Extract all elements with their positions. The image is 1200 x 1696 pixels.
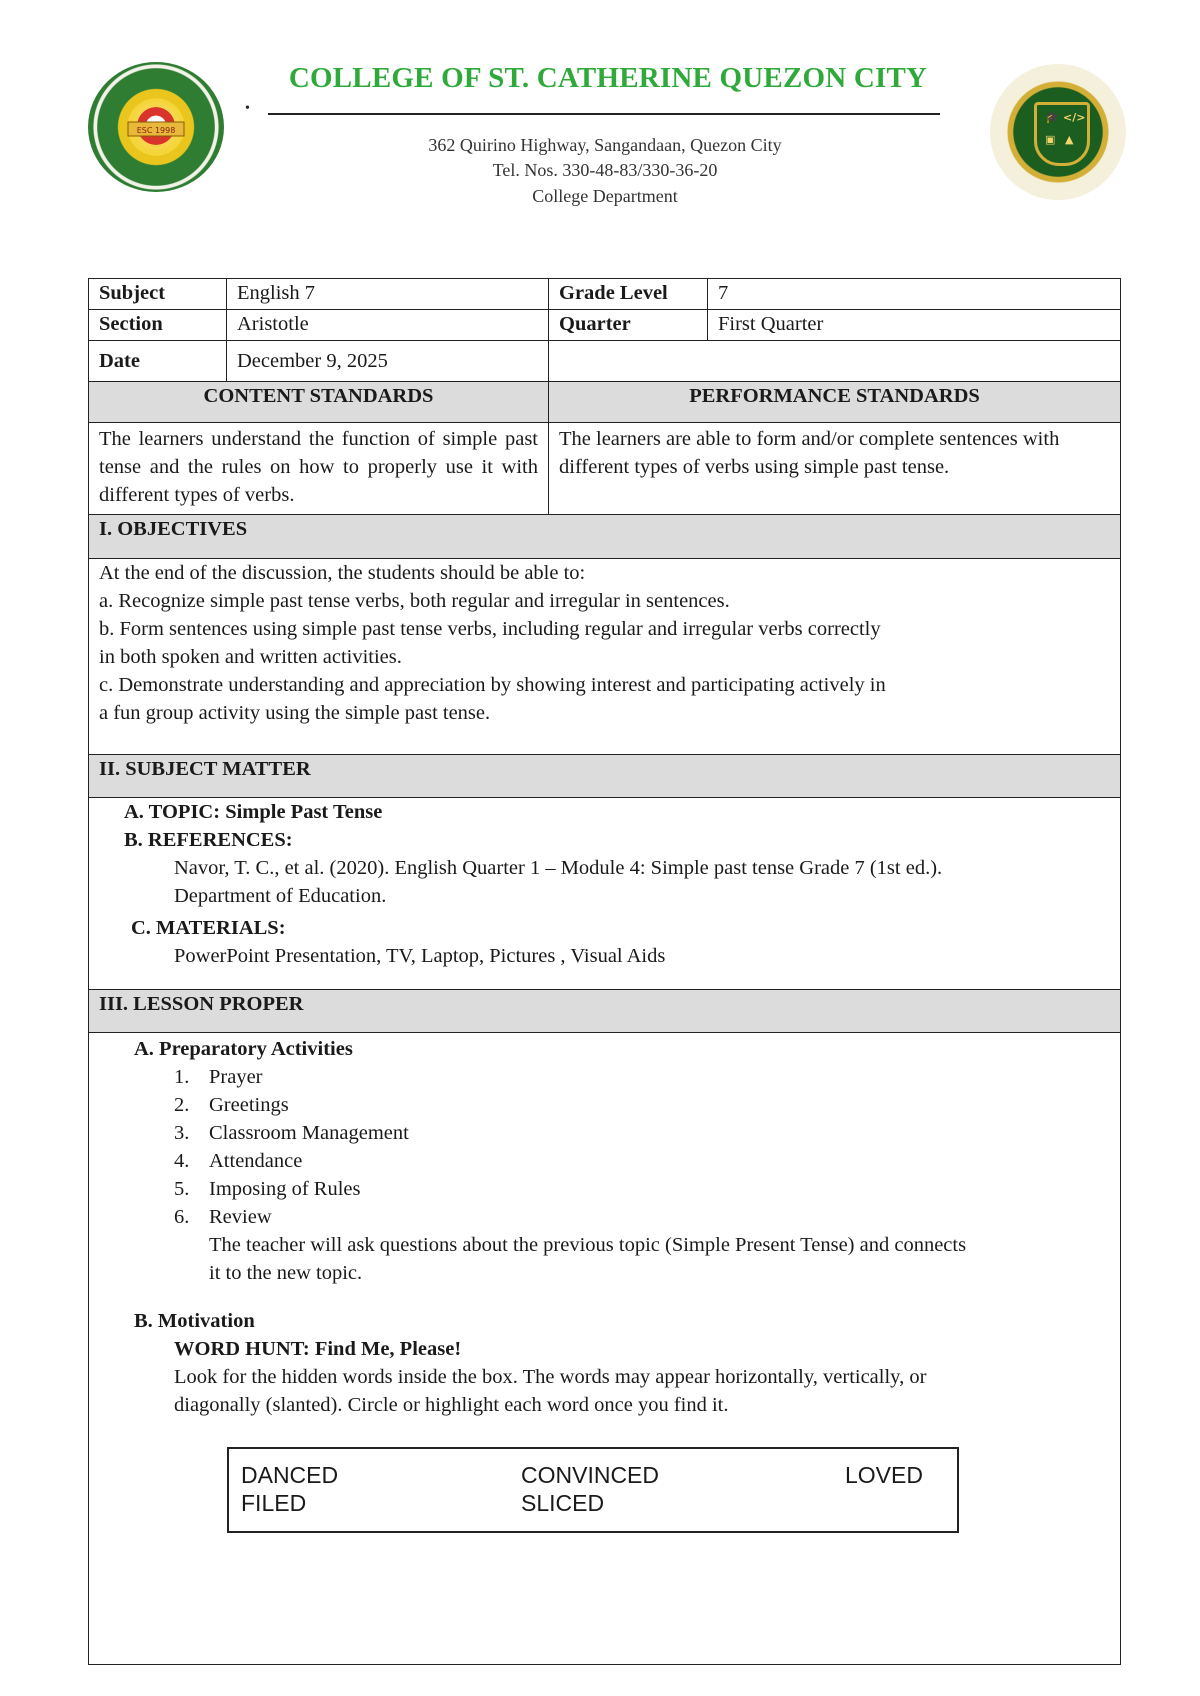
- list-item: [174, 1119, 1110, 1147]
- standards-heading-row: [89, 382, 1121, 423]
- word-hunt-instructions-line1: Look for the hidden words inside the box. The words may appear horizontally, vertically, or: [174, 1366, 927, 1388]
- college-telephone: Tel. Nos. 330-48-83/330-36-20: [492, 160, 718, 180]
- quarter-label: Quarter: [549, 310, 708, 341]
- subject-matter-heading: II. SUBJECT MATTER: [89, 755, 1121, 798]
- word-item: CONVINCED: [521, 1462, 660, 1488]
- motivation-label: B. Motivation: [134, 1310, 255, 1332]
- list-item-number: 1.: [174, 1066, 190, 1088]
- date-row-blank: [549, 341, 1121, 382]
- list-item-text: Prayer: [209, 1066, 263, 1088]
- list-item: [174, 1175, 1110, 1203]
- list-item-number: 6.: [174, 1206, 190, 1228]
- topic-line: A. TOPIC: Simple Past Tense: [124, 801, 383, 823]
- objective-c-line1: c. Demonstrate understanding and appreciation by showing interest and participating actively in: [99, 674, 886, 696]
- list-item: [174, 1091, 1110, 1119]
- objectives-heading: I. OBJECTIVES: [89, 515, 1121, 559]
- objectives-intro: At the end of the discussion, the students should be able to:: [99, 562, 586, 584]
- objective-b-line2: in both spoken and written activities.: [99, 646, 402, 668]
- lesson-proper-heading: III. LESSON PROPER: [89, 990, 1121, 1033]
- performance-standards-text: The learners are able to form and/or complete sentences with different types of verbs using simple past tense.: [549, 423, 1121, 515]
- svg-text:COLLEGE DEPARTMENT: [1020, 153, 1094, 177]
- seal-ring-text: [990, 64, 1126, 200]
- subject-matter-body: [89, 798, 1121, 990]
- subject-label: Subject: [89, 279, 227, 310]
- content-standards-heading: CONTENT STANDARDS: [89, 382, 549, 423]
- materials-label: C. MATERIALS:: [131, 917, 286, 939]
- list-item: [174, 1063, 1110, 1091]
- objective-b-line1: b. Form sentences using simple past tense verbs, including regular and irregular verbs correctly: [99, 618, 881, 640]
- materials-list: PowerPoint Presentation, TV, Laptop, Pictures , Visual Aids: [174, 945, 666, 967]
- reference-line2: Department of Education.: [174, 885, 387, 907]
- word-item: DANCED: [241, 1462, 339, 1488]
- info-row-subject: [89, 279, 1121, 310]
- grade-level-label: Grade Level: [549, 279, 708, 310]
- standards-body-row: [89, 423, 1121, 515]
- list-item-text: Greetings: [209, 1094, 289, 1116]
- list-item-text: Classroom Management: [209, 1122, 409, 1144]
- word-item: SLICED: [521, 1490, 605, 1516]
- list-item-text: Attendance: [209, 1150, 303, 1172]
- content-standards-text: The learners understand the function of simple past tense and the rules on how to properly use it with different types of verbs.: [89, 423, 549, 515]
- college-name: COLLEGE OF ST. CATHERINE QUEZON CITY: [288, 62, 928, 94]
- shield-icon: 🎓 </> ▣ ▲: [1034, 102, 1090, 166]
- reference-line1: Navor, T. C., et al. (2020). English Quarter 1 – Module 4: Simple past tense Grade 7 (1st ed.).: [174, 857, 943, 879]
- word-item: FILED: [241, 1490, 307, 1516]
- info-row-section: [89, 310, 1121, 341]
- word-item: LOVED: [845, 1462, 923, 1488]
- subject-matter-body-row: [89, 798, 1121, 990]
- review-text-line1: The teacher will ask questions about the previous topic (Simple Present Tense) and connects: [209, 1234, 967, 1256]
- list-item-number: 3.: [174, 1122, 190, 1144]
- lesson-plan-table: [88, 278, 1121, 1665]
- lesson-proper-heading-row: [89, 990, 1121, 1033]
- objectives-body: [89, 559, 1121, 755]
- list-item-number: 2.: [174, 1094, 190, 1116]
- quarter-value: First Quarter: [708, 310, 1121, 341]
- word-list-box: [227, 1447, 959, 1533]
- department-seal-right: [990, 64, 1126, 200]
- header-rule: [268, 113, 940, 115]
- date-label: Date: [89, 341, 227, 382]
- lesson-proper-body-row: [89, 1033, 1121, 1665]
- objective-a: a. Recognize simple past tense verbs, both regular and irregular in sentences.: [99, 590, 730, 612]
- preparatory-activities-list: [99, 1063, 1110, 1287]
- subject-matter-heading-row: [89, 755, 1121, 798]
- seal-ribbon-text: ESC 1998: [136, 126, 176, 135]
- objectives-heading-row: [89, 515, 1121, 559]
- subject-value: English 7: [227, 279, 549, 310]
- references-label: B. REFERENCES:: [124, 829, 293, 851]
- lesson-proper-body: [89, 1033, 1121, 1665]
- word-hunt-title: WORD HUNT: Find Me, Please!: [174, 1338, 462, 1360]
- list-item: [174, 1203, 1110, 1231]
- seal-ribbon: [88, 62, 224, 192]
- grade-level-value: 7: [708, 279, 1121, 310]
- seal-ring-label: COLLEGE DEPARTMENT: [1020, 153, 1095, 178]
- college-department: College Department: [532, 186, 678, 206]
- list-item-text: Imposing of Rules: [209, 1178, 361, 1200]
- date-value: December 9, 2025: [227, 341, 549, 382]
- review-text-line2: it to the new topic.: [209, 1262, 363, 1284]
- word-hunt-instructions-line2: diagonally (slanted). Circle or highlight each word once you find it.: [174, 1394, 729, 1416]
- objectives-body-row: [89, 559, 1121, 755]
- header-dot: •: [245, 101, 250, 116]
- performance-standards-heading: PERFORMANCE STANDARDS: [549, 382, 1121, 423]
- list-item-number: 5.: [174, 1178, 190, 1200]
- preparatory-activities-label: A. Preparatory Activities: [134, 1038, 353, 1060]
- section-label: Section: [89, 310, 227, 341]
- college-seal-left: [88, 62, 224, 192]
- college-address: 362 Quirino Highway, Sangandaan, Quezon City: [428, 135, 782, 155]
- section-value: Aristotle: [227, 310, 549, 341]
- list-item: [174, 1147, 1110, 1175]
- list-item-number: 4.: [174, 1150, 190, 1172]
- info-row-date: [89, 341, 1121, 382]
- objective-c-line2: a fun group activity using the simple past tense.: [99, 702, 491, 724]
- list-item-text: Review: [209, 1206, 272, 1228]
